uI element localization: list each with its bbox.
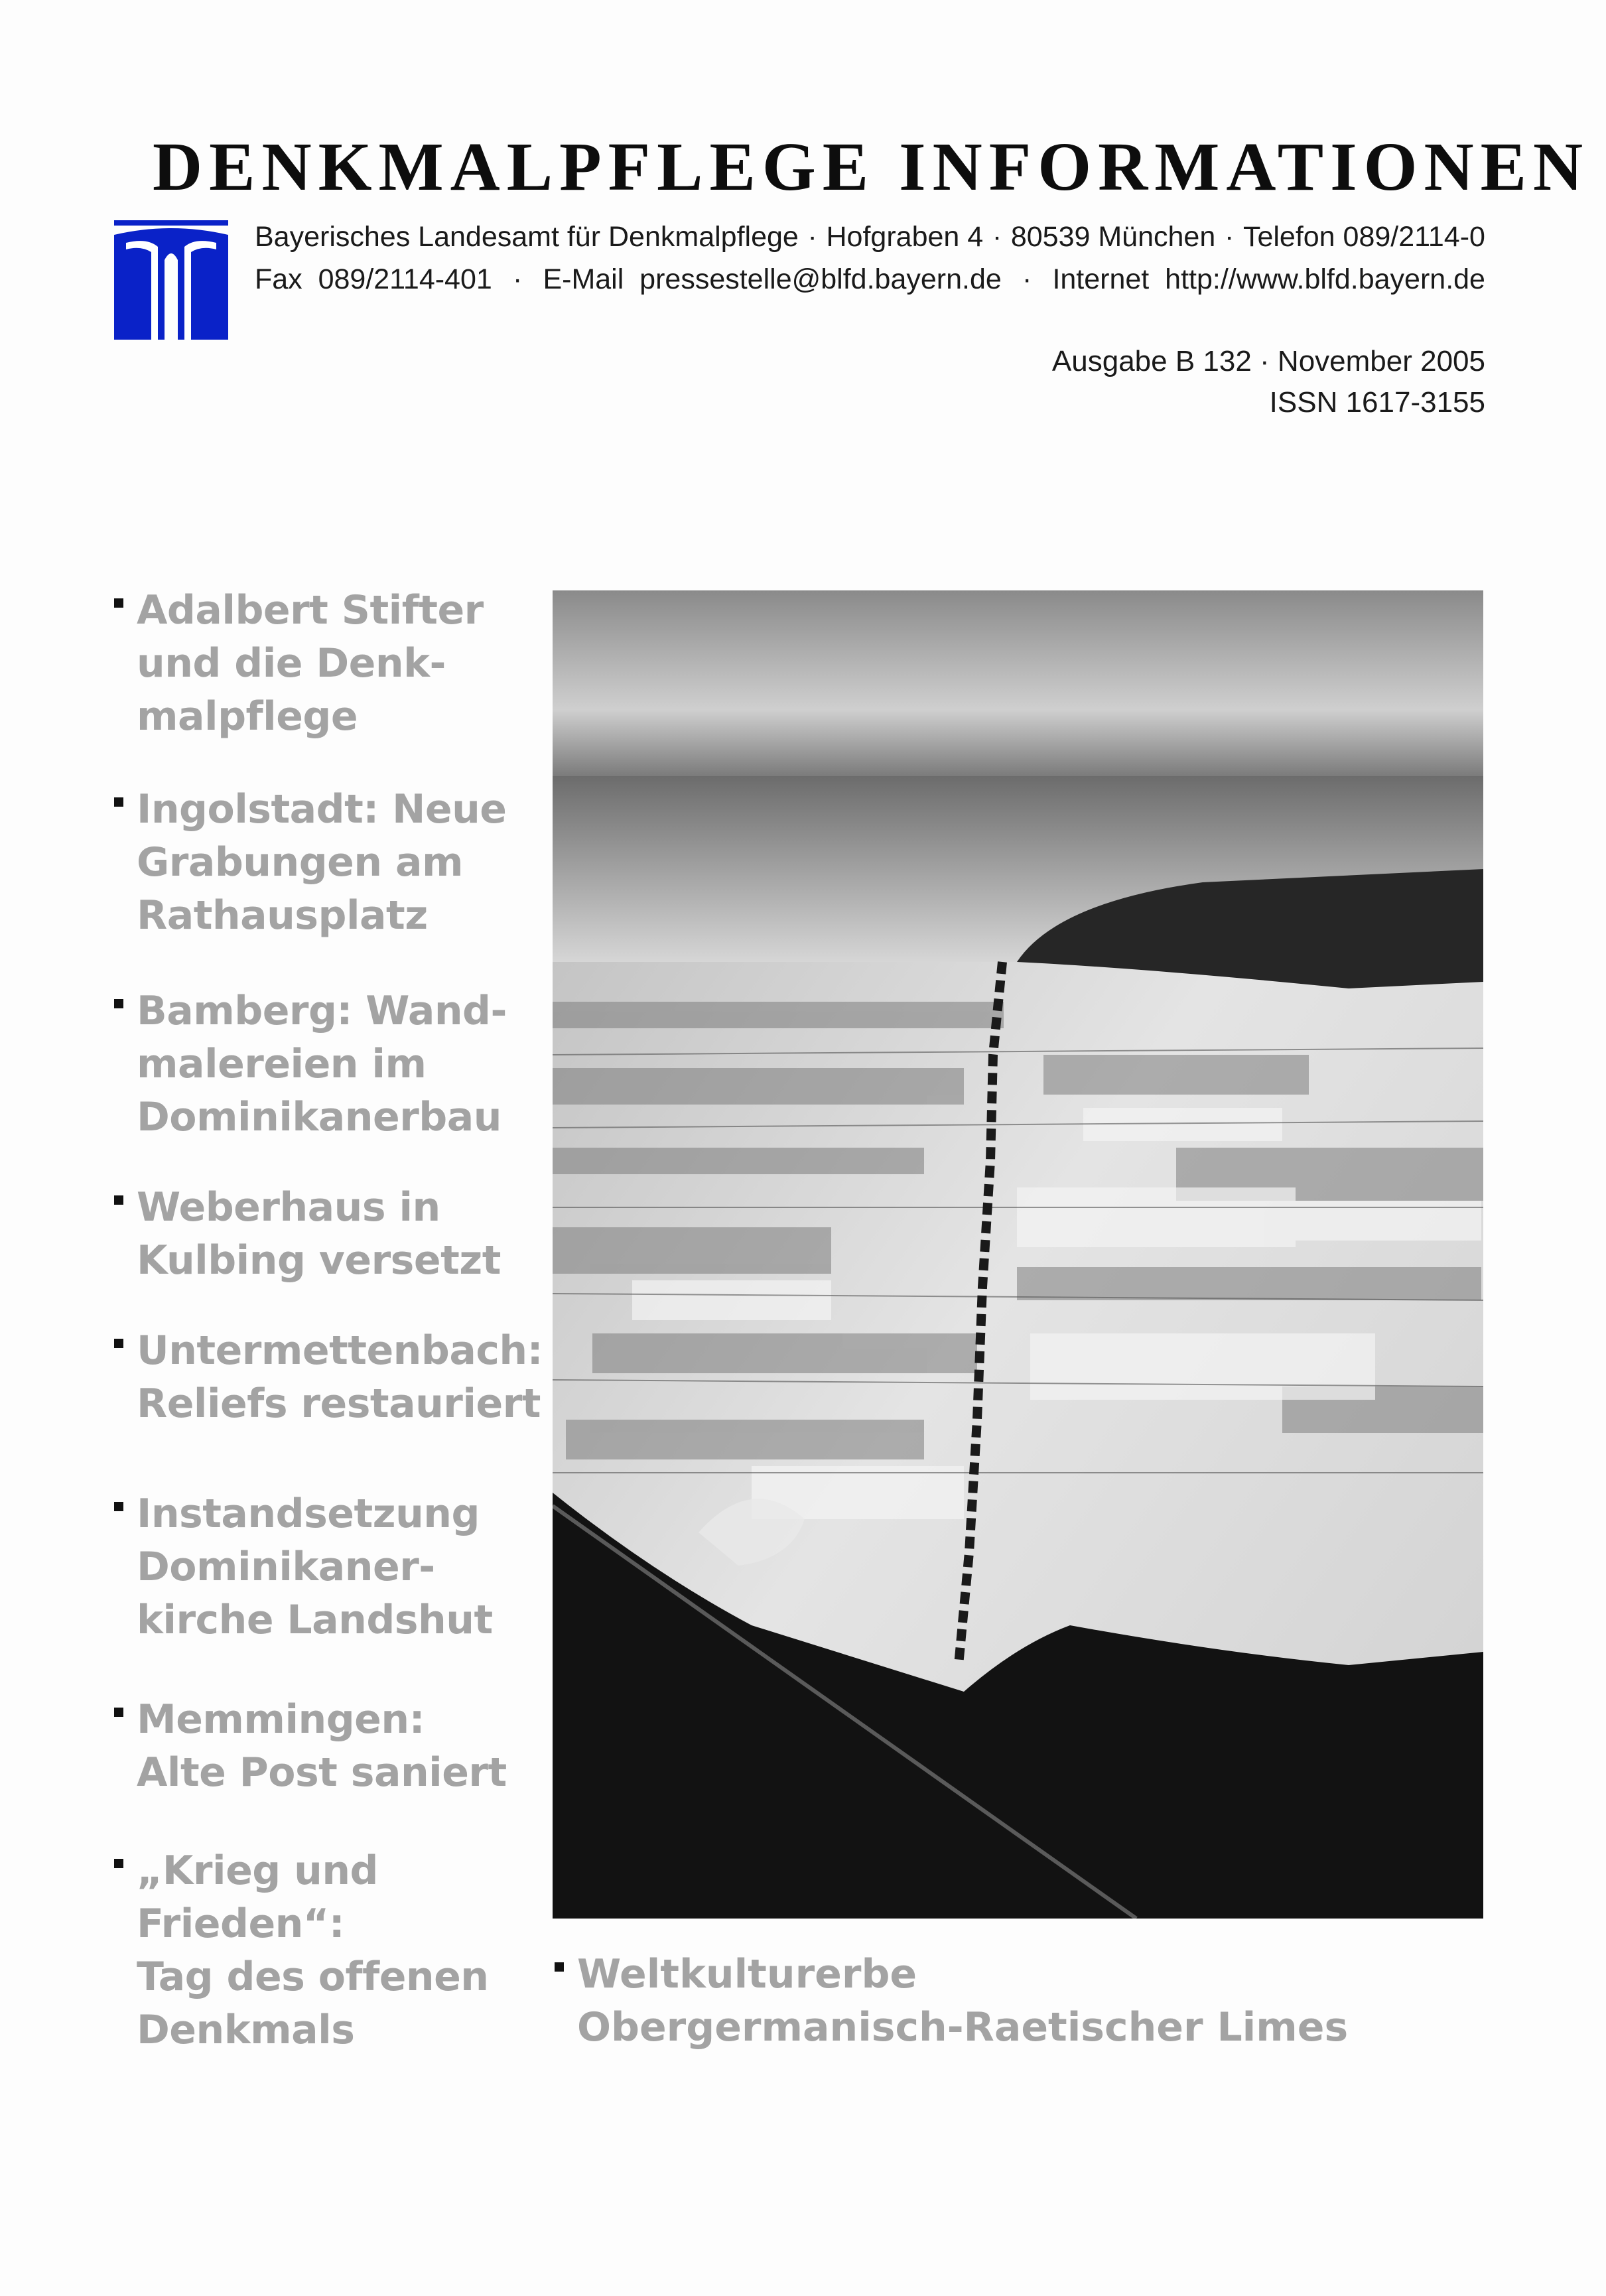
separator-dot: ·	[1022, 263, 1032, 295]
headline-item	[114, 1487, 552, 1647]
headline-text: Untermettenbach: Reliefs restauriert	[137, 1327, 543, 1427]
headline-item	[114, 1324, 552, 1430]
contact-phone: Telefon 089/2114-0	[1242, 221, 1485, 253]
headline-item	[114, 783, 552, 942]
contact-street: Hofgraben 4	[826, 221, 984, 253]
headline-item	[114, 984, 552, 1144]
separator-dot: ·	[512, 263, 523, 295]
aerial-photo-limes	[553, 590, 1483, 1919]
separator-dot: ·	[807, 221, 817, 253]
headline-item	[114, 1693, 552, 1799]
bullet-icon	[114, 999, 123, 1008]
headline-text: Adalbert Stifter und die Denk- malpflege	[137, 587, 484, 740]
headline-item	[114, 1181, 552, 1287]
blfd-logo-icon	[114, 220, 228, 340]
bullet-icon	[114, 1708, 123, 1717]
separator-dot: ·	[1224, 221, 1235, 253]
bullet-icon	[114, 1859, 123, 1868]
contact-institution: Bayerisches Landesamt für Denkmalpflege	[255, 221, 799, 253]
bullet-icon	[114, 1502, 123, 1511]
issue-number: Ausgabe B 132 · November 2005	[1051, 345, 1485, 377]
issn: ISSN 1617-3155	[1269, 386, 1485, 419]
headline-text: Memmingen: Alte Post saniert	[137, 1696, 507, 1796]
bullet-icon	[114, 1195, 123, 1205]
issue-info	[1052, 341, 1485, 423]
headline-text: Ingolstadt: Neue Grabungen am Rathausplatz	[137, 786, 507, 939]
headline-text: Instandsetzung Dominikaner- kirche Landshut	[137, 1491, 493, 1643]
contact-city: 80539 München	[1010, 221, 1216, 253]
headline-item	[114, 1844, 552, 2057]
headline-text: „Krieg und Frieden“: Tag des offenen Denkmals	[137, 1848, 489, 2053]
bullet-icon	[114, 598, 123, 608]
contact-internet: Internet http://www.blfd.bayern.de	[1052, 263, 1485, 295]
separator-dot: ·	[992, 221, 1002, 253]
headline-text: Weberhaus in Kulbing versetzt	[137, 1184, 501, 1284]
main-headline-text: Weltkulturerbe Obergermanisch-Raetischer Limes	[577, 1951, 1349, 2051]
contact-line-2	[255, 265, 1485, 294]
contact-fax: Fax 089/2114-401	[255, 263, 492, 295]
headline-text: Bamberg: Wand- malereien im Dominikanerbau	[137, 988, 507, 1140]
contact-email: E-Mail pressestelle@blfd.bayern.de	[543, 263, 1002, 295]
headline-item	[114, 584, 552, 743]
contact-line-1	[255, 223, 1485, 251]
main-headline	[555, 1948, 1483, 2054]
bullet-icon	[555, 1962, 564, 1972]
bullet-icon	[114, 797, 123, 807]
bullet-icon	[114, 1339, 123, 1348]
masthead-title: DENKMALPFLEGE INFORMATIONEN	[153, 129, 1590, 205]
